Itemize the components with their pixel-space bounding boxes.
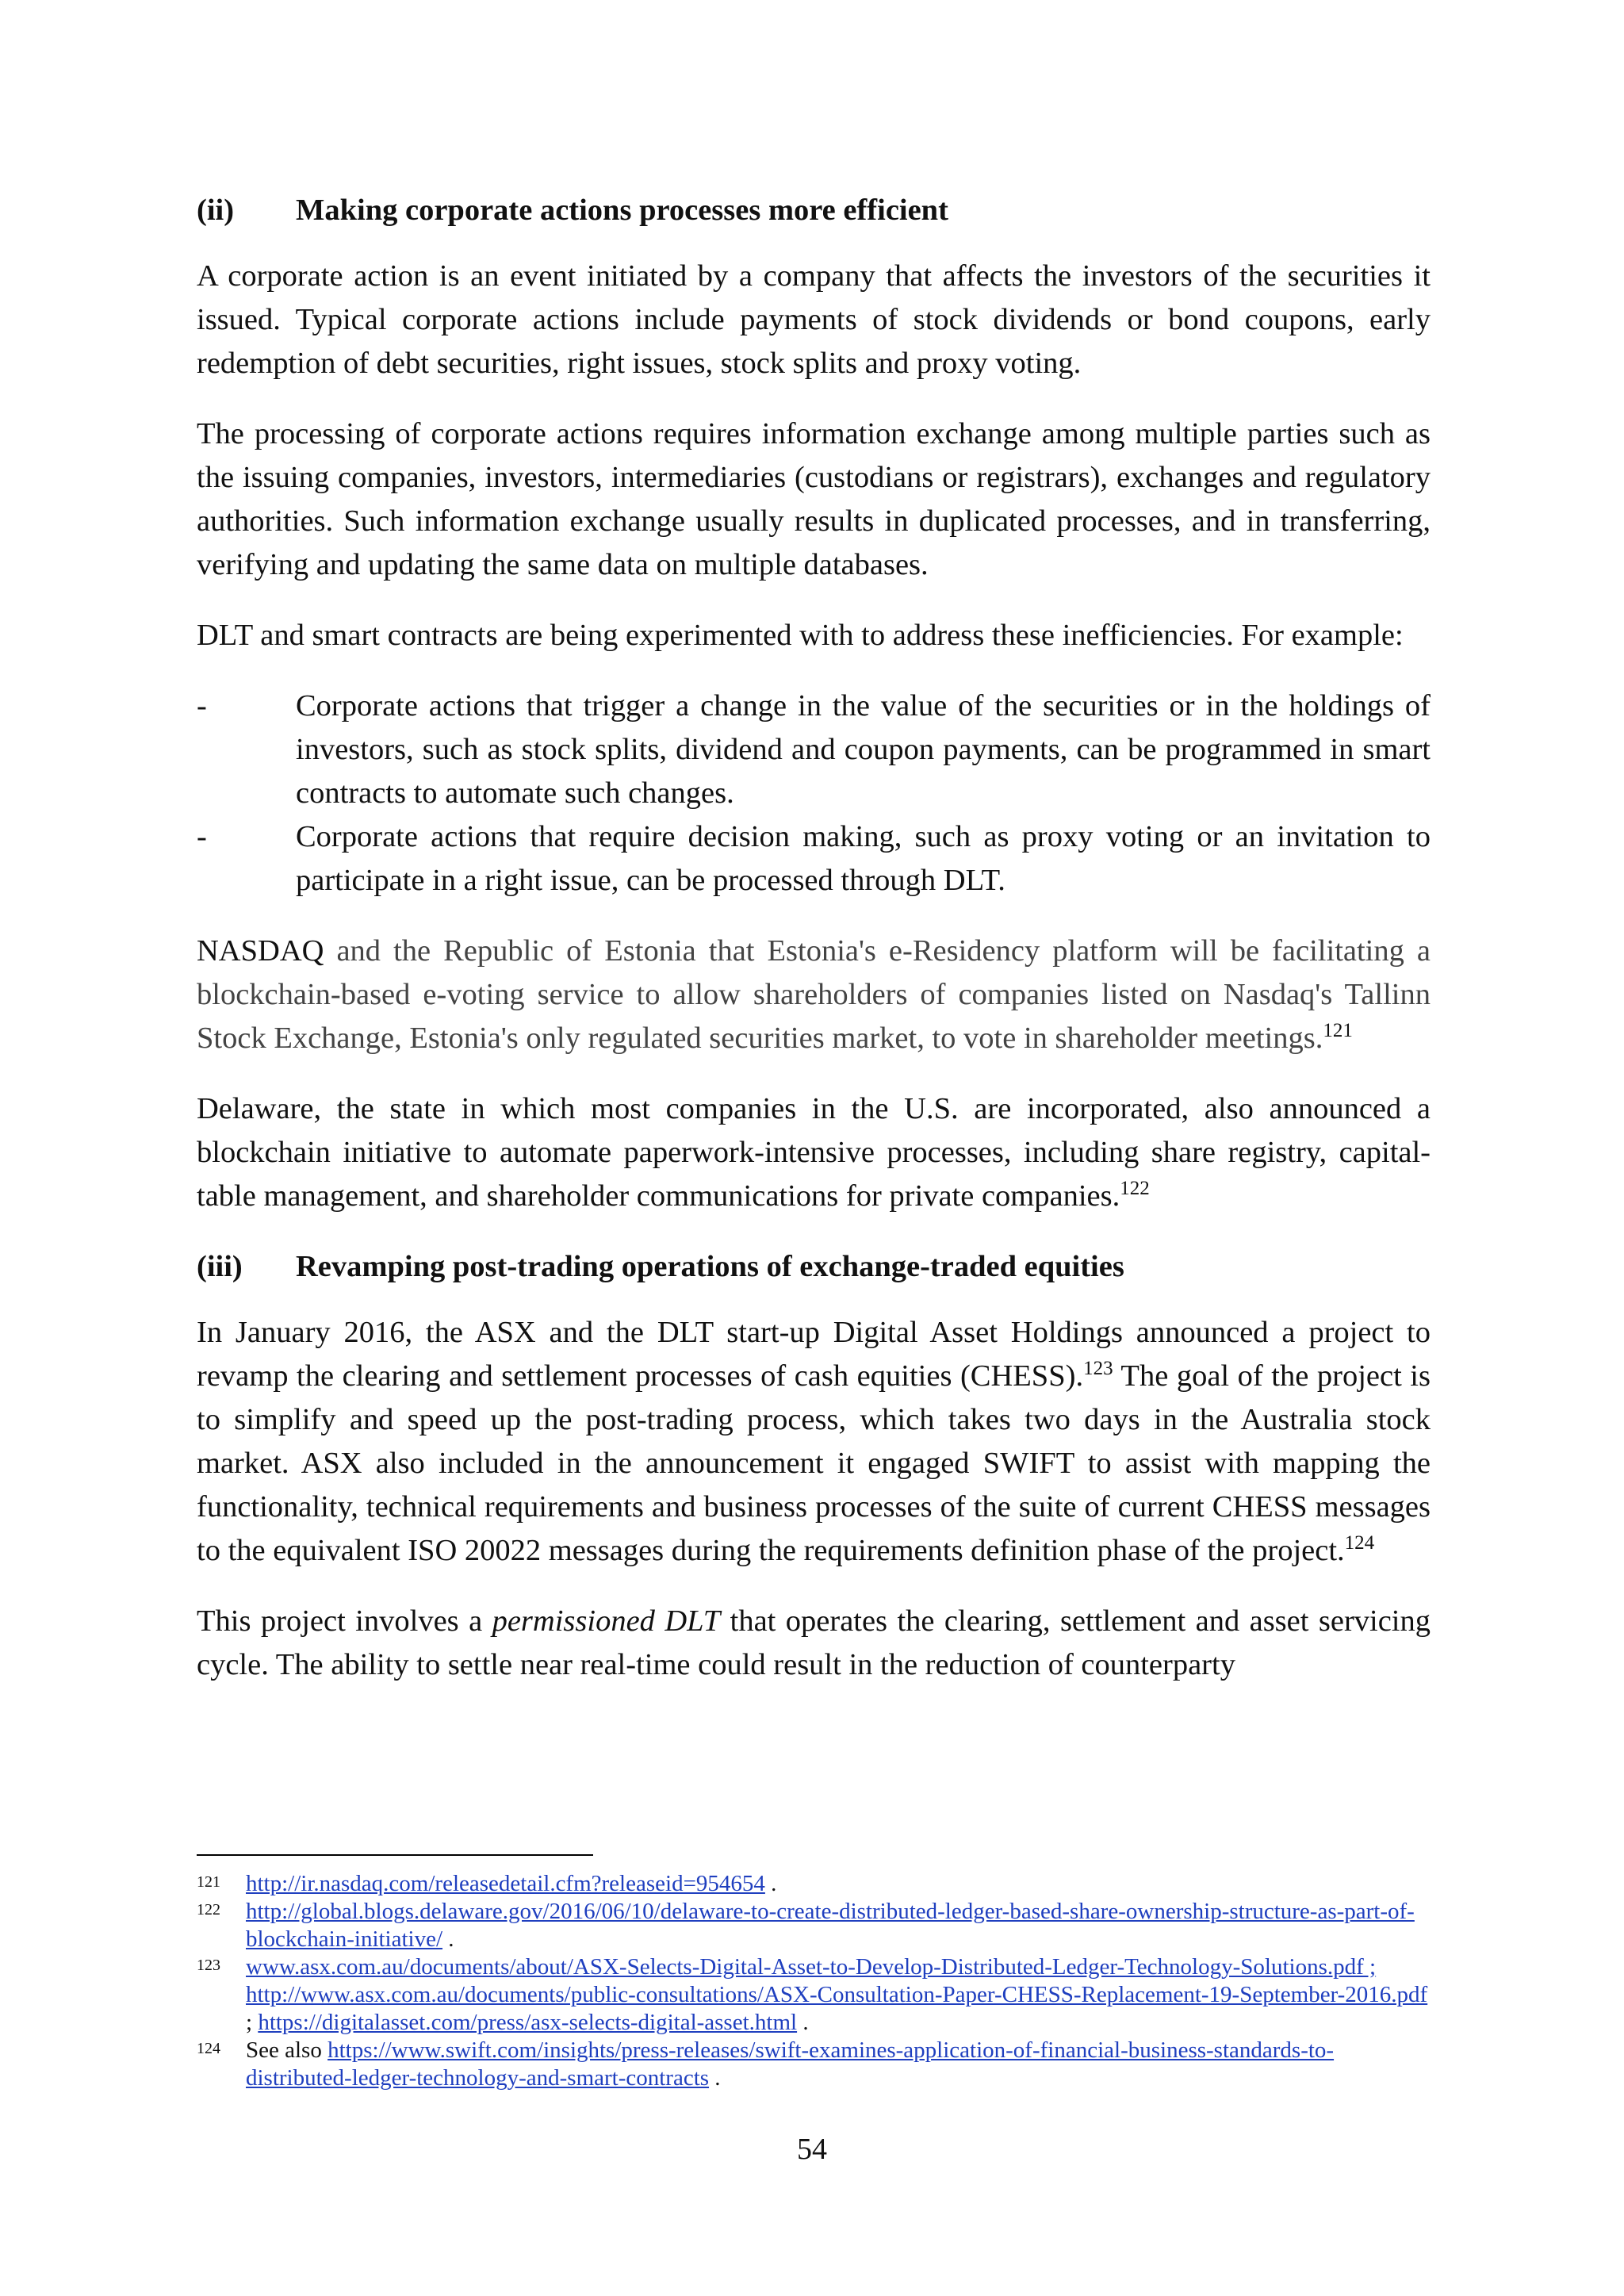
footnote-number: 121	[197, 1873, 220, 1891]
section-title: Revamping post-trading operations of exchange-traded equities	[296, 1250, 1124, 1283]
footnote-122	[197, 1898, 1431, 1953]
footnote-separator-text: .	[797, 2010, 809, 2035]
paragraph-text: Delaware, the state in which most companies in the U.S. are incorporated, also announced a blockchain initiative to automate paperwork-intensive processes, including share registry, capital-table management, and shareholder communications for private companies.	[197, 1092, 1431, 1213]
footnote-prefix: See also	[246, 2037, 328, 2063]
list-item-text: Corporate actions that require decision making, such as proxy voting or an invitation to participate in a right issue, can be processed through DLT.	[296, 820, 1431, 897]
footnote-link[interactable]: http://www.asx.com.au/documents/public-consultations/ASX-Consultation-Paper-CHESS-Replacement-19-September-2016.pdf	[246, 1982, 1428, 2007]
paragraph: A corporate action is an event initiated by a company that affects the investors of the securities it issued. Typical corporate actions include payments of stock dividends or bond coupons, early redemption of debt securities, right issues, stock splits and proxy voting.	[197, 259, 1431, 380]
paragraph-asx	[197, 1311, 1431, 1573]
footnote-121	[197, 1870, 1431, 1898]
footnote-separator-text: ;	[246, 2010, 259, 2035]
dash-list	[197, 684, 1431, 903]
footnote-link[interactable]: https://digitalasset.com/press/asx-selects-digital-asset.html	[258, 2010, 798, 2035]
footnote-number: 124	[197, 2040, 220, 2057]
list-item	[197, 815, 1431, 903]
paragraph-delaware	[197, 1087, 1431, 1218]
footnotes	[197, 1870, 1431, 2092]
nasdaq-text: NASDAQ	[197, 934, 324, 968]
list-item-text: Corporate actions that trigger a change in the value of the securities or in the holdings of investors, such as stock splits, dividend and coupon payments, can be programmed in smart contracts to automate such changes.	[296, 689, 1431, 810]
page-body	[197, 189, 1431, 1714]
paragraph: The processing of corporate actions requires information exchange among multiple parties such as the issuing companies, investors, intermediaries (custodians or registrars), exchanges and regulatory authorities. Such information exchange usually results in duplicated processes, and in transferring, verifying and updating the same data on multiple databases.	[197, 417, 1431, 581]
emphasis-text: permissioned DLT	[492, 1604, 721, 1638]
paragraph: DLT and smart contracts are being experimented with to address these inefficiencies. For example:	[197, 619, 1404, 652]
footnote-link[interactable]: https://www.swift.com/insights/press-releases/swift-examines-application-of-financial-business-standards-to-distributed-ledger-technology-and-smart-contracts	[246, 2037, 1335, 2091]
footnote-124	[197, 2037, 1431, 2092]
footnote-link[interactable]: http://global.blogs.delaware.gov/2016/06/10/delaware-to-create-distributed-ledger-based-share-ownership-structure-as-part-of-blockchain-initiative/	[246, 1899, 1415, 1952]
list-marker: -	[197, 689, 207, 723]
footnote-ref-122[interactable]: 122	[1120, 1178, 1150, 1199]
list-item	[197, 684, 1431, 815]
footnote-suffix: .	[764, 1871, 777, 1896]
list-marker: -	[197, 820, 207, 853]
paragraph-text: This project involves a	[197, 1604, 492, 1638]
page-number: 54	[797, 2133, 827, 2166]
paragraph-text: The goal of the project is to simplify and speed up the post-trading process, which takes two days in the Australia stock market. ASX also included in the announcement it engaged SWIFT to assist with mapping the functionality, technical requirements and business processes of the suite of current CHESS messages to the equivalent ISO 20022 messages during the requirements definition phase of the project.	[197, 1359, 1431, 1567]
paragraph-text: that operates the clearing, settlement and asset servicing cycle. The ability to settle near real-time could result in the reduction of counterparty	[197, 1604, 1431, 1681]
footnote-suffix: .	[709, 2065, 721, 2091]
footnote-suffix: .	[442, 1926, 454, 1952]
footnote-number: 122	[197, 1901, 220, 1918]
footnote-123	[197, 1953, 1431, 2037]
paragraph-nasdaq	[197, 930, 1431, 1060]
section-heading-ii	[197, 189, 1431, 232]
section-heading-iii	[197, 1245, 1431, 1289]
section-title: Making corporate actions processes more efficient	[296, 194, 948, 227]
footnote-number: 123	[197, 1957, 220, 1974]
footnote-link[interactable]: www.asx.com.au/documents/about/ASX-Selects-Digital-Asset-to-Develop-Distributed-Ledger-Technology-Solutions.pdf ;	[246, 1954, 1377, 1980]
footnote-ref-124[interactable]: 124	[1344, 1532, 1375, 1554]
footnote-ref-121[interactable]: 121	[1323, 1020, 1353, 1041]
section-number: (ii)	[197, 194, 235, 227]
paragraph-text: and the Republic of Estonia that Estonia's e-Residency platform will be facilitating a blockchain-based e-voting service to allow shareholders of companies listed on Nasdaq's Tallinn Stock Exchange, Estonia's only regulated securities market, to vote in shareholder meetings.	[197, 934, 1431, 1055]
section-number: (iii)	[197, 1250, 243, 1283]
footnote-separator	[197, 1854, 593, 1856]
footnote-link[interactable]: http://ir.nasdaq.com/releasedetail.cfm?releaseid=954654	[246, 1871, 765, 1896]
paragraph-permissioned	[197, 1600, 1431, 1687]
paragraph-text: In January 2016, the ASX and the DLT start-up Digital Asset Holdings announced a project to revamp the clearing and settlement processes of cash equities (CHESS).	[197, 1316, 1431, 1393]
footnote-ref-123[interactable]: 123	[1083, 1358, 1113, 1379]
